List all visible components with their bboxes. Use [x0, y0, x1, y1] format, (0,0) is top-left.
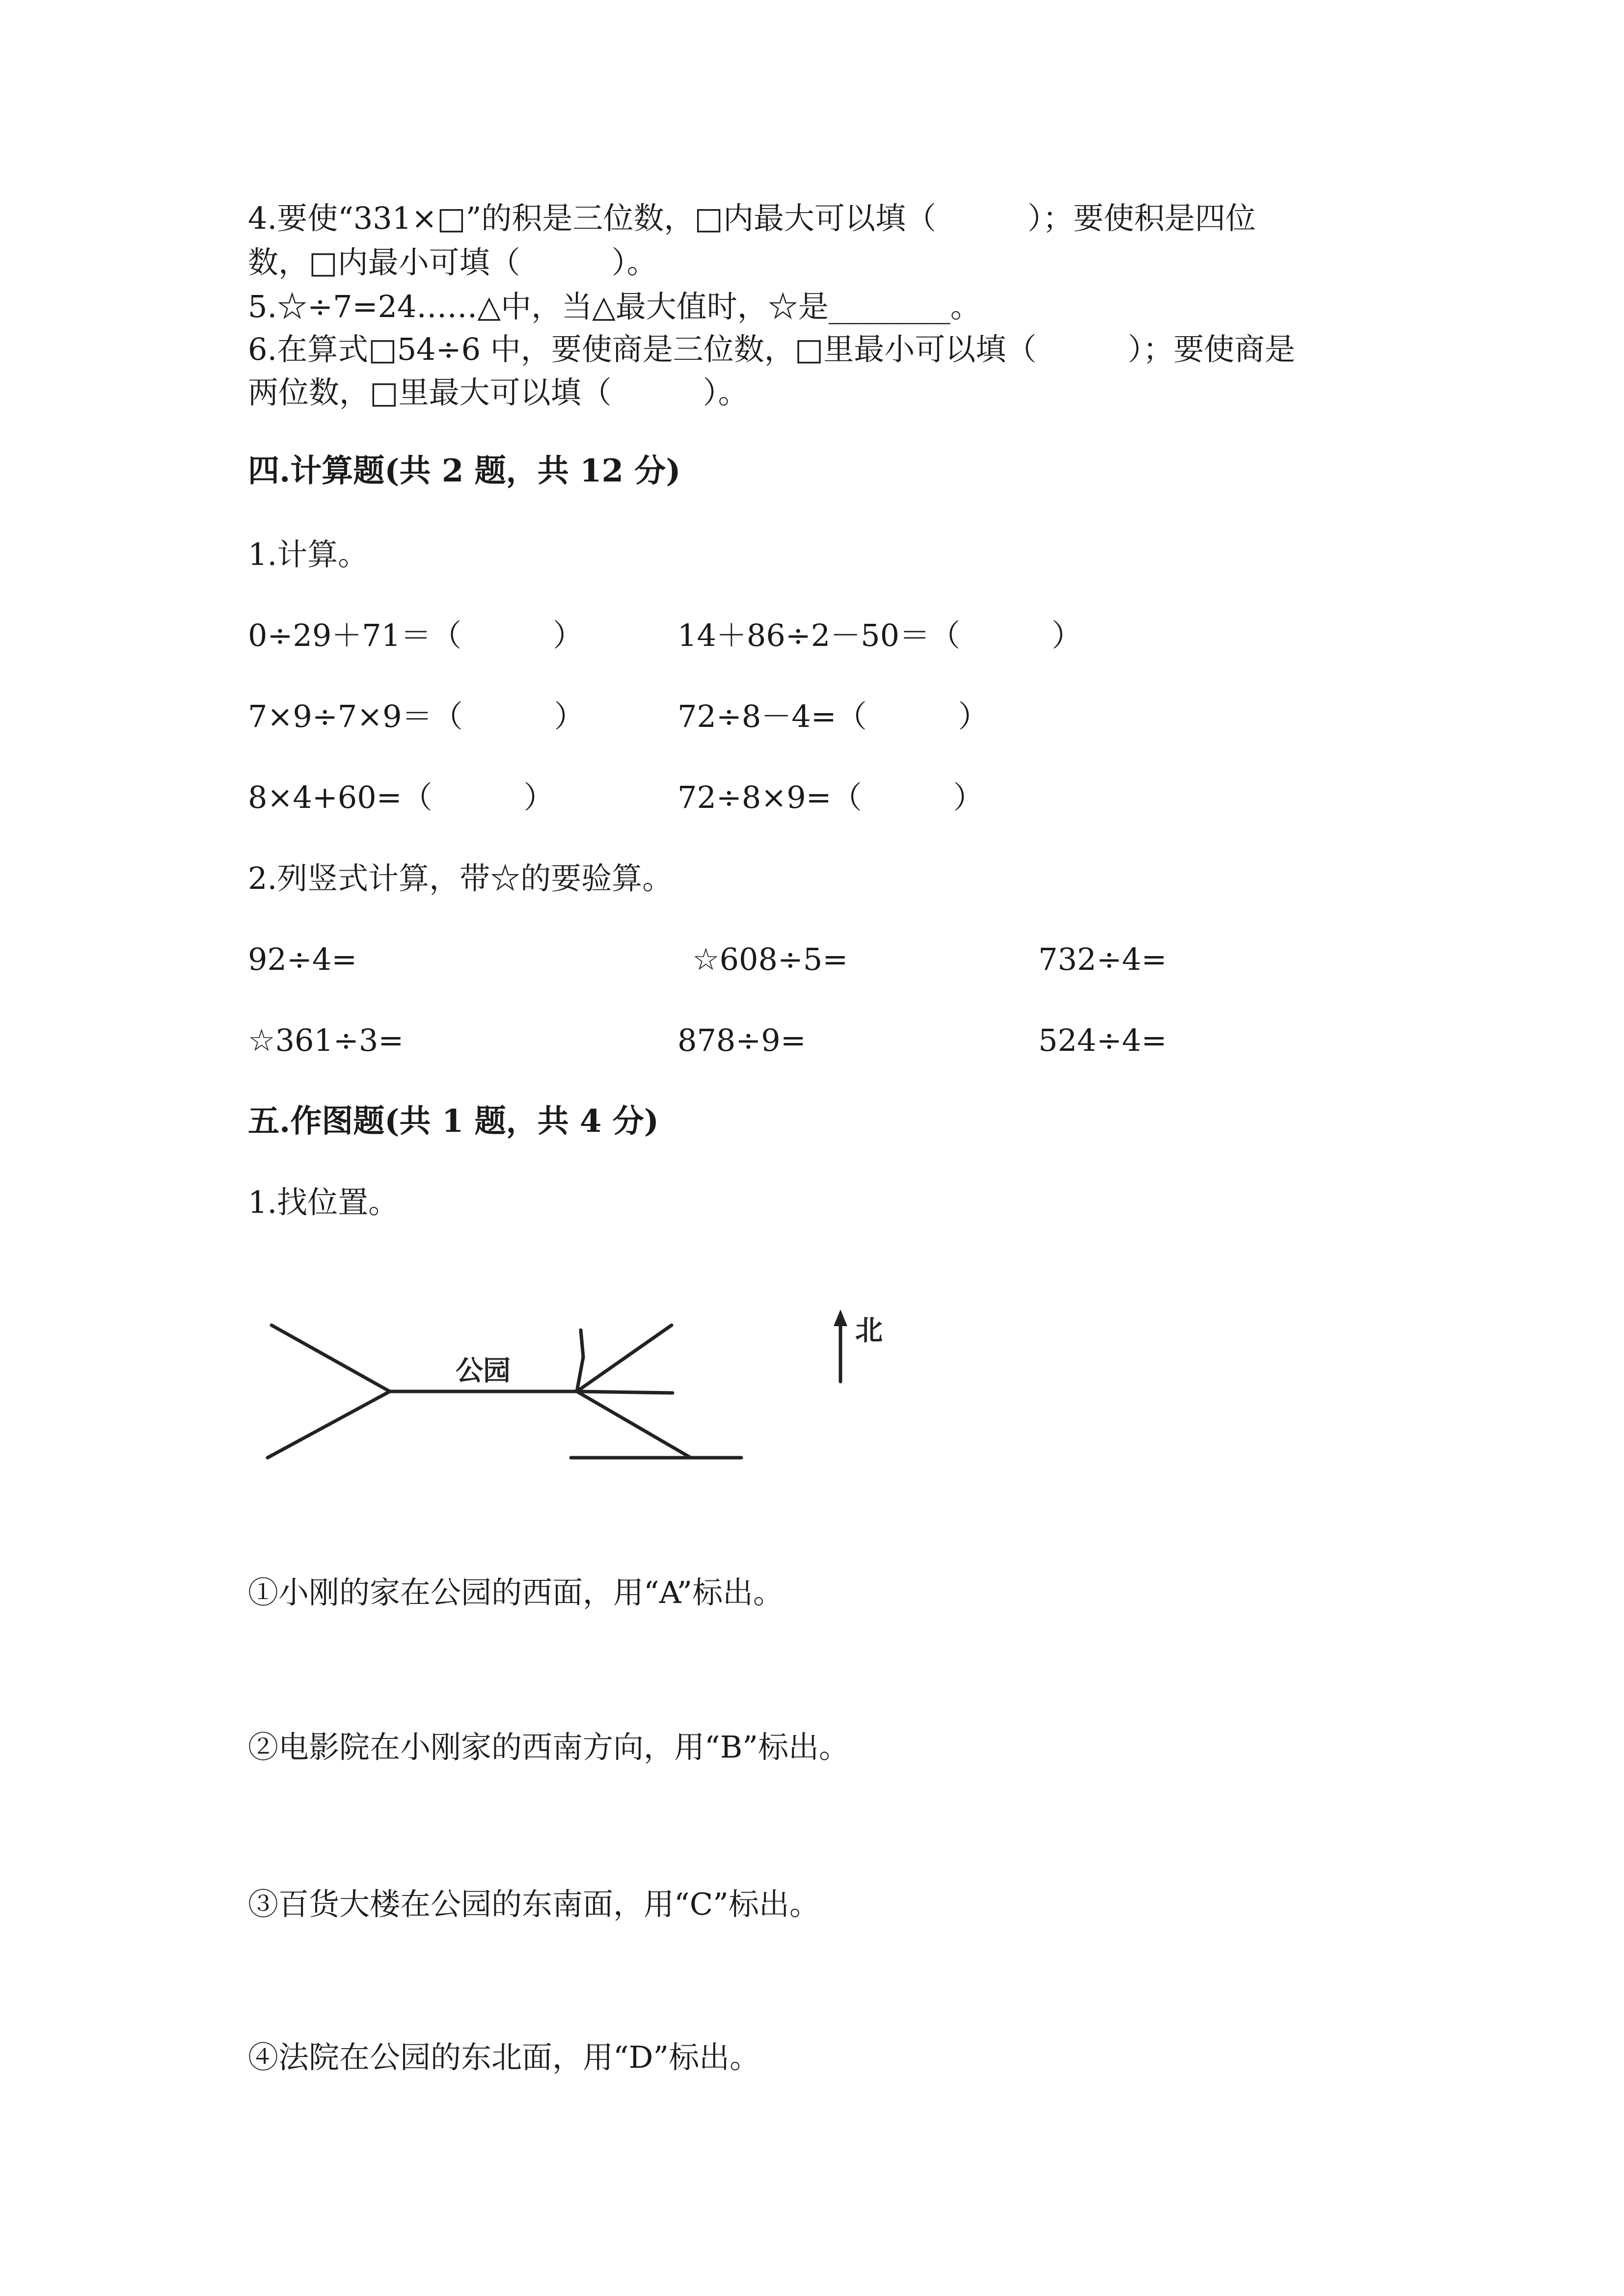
section-4-question-1-title: 1.计算。	[248, 536, 369, 572]
vertical-calc-item: ☆361÷3=	[248, 1022, 404, 1058]
question-6-line-2: 两位数，□里最大可以填（ ）。	[248, 374, 749, 410]
road-line	[581, 1330, 583, 1357]
calc-item: 72÷8－4=（ ）	[677, 698, 989, 734]
vertical-calc-item: 92÷4=	[248, 941, 357, 977]
north-label: 北	[855, 1315, 883, 1347]
question-4-line-2: 数，□内最小可填（ ）。	[248, 244, 657, 280]
vertical-calc-item: 878÷9=	[677, 1022, 806, 1058]
street-map-svg	[255, 1296, 913, 1472]
calc-item: 72÷8×9=（ ）	[677, 779, 984, 815]
section-5-title: 五.作图题(共 1 题，共 4 分)	[248, 1103, 659, 1140]
vertical-calc-item: 524÷4=	[1038, 1022, 1167, 1058]
street-map-diagram	[255, 1296, 913, 1472]
section-4-question-2-title: 2.列竖式计算，带☆的要验算。	[248, 860, 673, 896]
road-line	[268, 1391, 390, 1458]
road-line	[577, 1391, 691, 1458]
road-line	[271, 1325, 390, 1391]
map-task-d: ④法院在公园的东北面，用“D”标出。	[248, 2039, 760, 2075]
vertical-calc-item: ☆608÷5=	[692, 941, 848, 977]
calc-item: 8×4+60=（ ）	[248, 779, 554, 815]
vertical-calc-item: 732÷4=	[1038, 941, 1167, 977]
road-line	[577, 1325, 672, 1391]
question-4-line-1: 4.要使“331×□”的积是三位数，□内最大可以填（ ）；要使积是四位	[248, 200, 1256, 236]
road-line	[577, 1391, 673, 1393]
question-5: 5.☆÷7=24……△中，当△最大值时，☆是________。	[248, 289, 981, 324]
section-4-title: 四.计算题(共 2 题，共 12 分)	[248, 453, 681, 489]
map-task-c: ③百货大楼在公园的东南面，用“C”标出。	[248, 1886, 820, 1922]
calc-item: 0÷29＋71＝（ ）	[248, 617, 584, 653]
question-6-line-1: 6.在算式□54÷6 中，要使商是三位数，□里最小可以填（ ）；要使商是	[248, 331, 1296, 367]
calc-item: 7×9÷7×9＝（ ）	[248, 698, 585, 734]
park-label: 公园	[456, 1355, 511, 1387]
map-task-a: ①小刚的家在公园的西面，用“A”标出。	[248, 1575, 784, 1610]
north-arrow-icon	[834, 1309, 847, 1326]
calc-item: 14＋86÷2－50＝（ ）	[677, 617, 1083, 653]
section-5-question-1-title: 1.找位置。	[248, 1184, 399, 1220]
map-task-b: ②电影院在小刚家的西南方向，用“B”标出。	[248, 1729, 849, 1765]
